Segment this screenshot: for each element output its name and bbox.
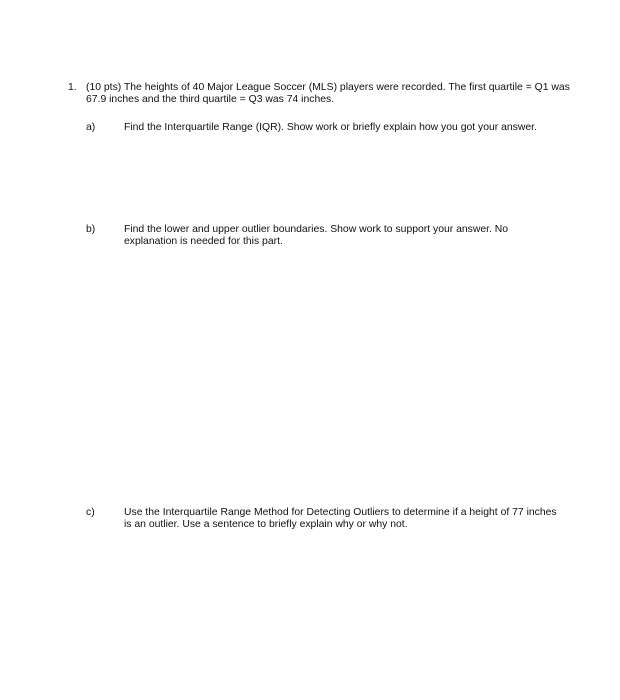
question-number: 1. — [68, 82, 77, 93]
part-a-label: a) — [86, 122, 96, 133]
part-b-label: b) — [86, 224, 96, 235]
question-prompt: (10 pts) The heights of 40 Major League Soccer (MLS) players were recorded. The first quartile = Q1 was 67.9 inches and the third quartile = Q3 was 74 inches. — [86, 82, 570, 106]
part-c-prompt: Use the Interquartile Range Method for Detecting Outliers to determine if a height of 77 inches is an outlier. Use a sentence to briefly explain why or why not. — [124, 507, 557, 531]
part-c-label: c) — [86, 507, 95, 518]
part-a-prompt: Find the Interquartile Range (IQR). Show work or briefly explain how you got your answer. — [124, 122, 537, 133]
part-b-prompt: Find the lower and upper outlier boundaries. Show work to support your answer. No explanation is needed for this part. — [124, 224, 509, 248]
